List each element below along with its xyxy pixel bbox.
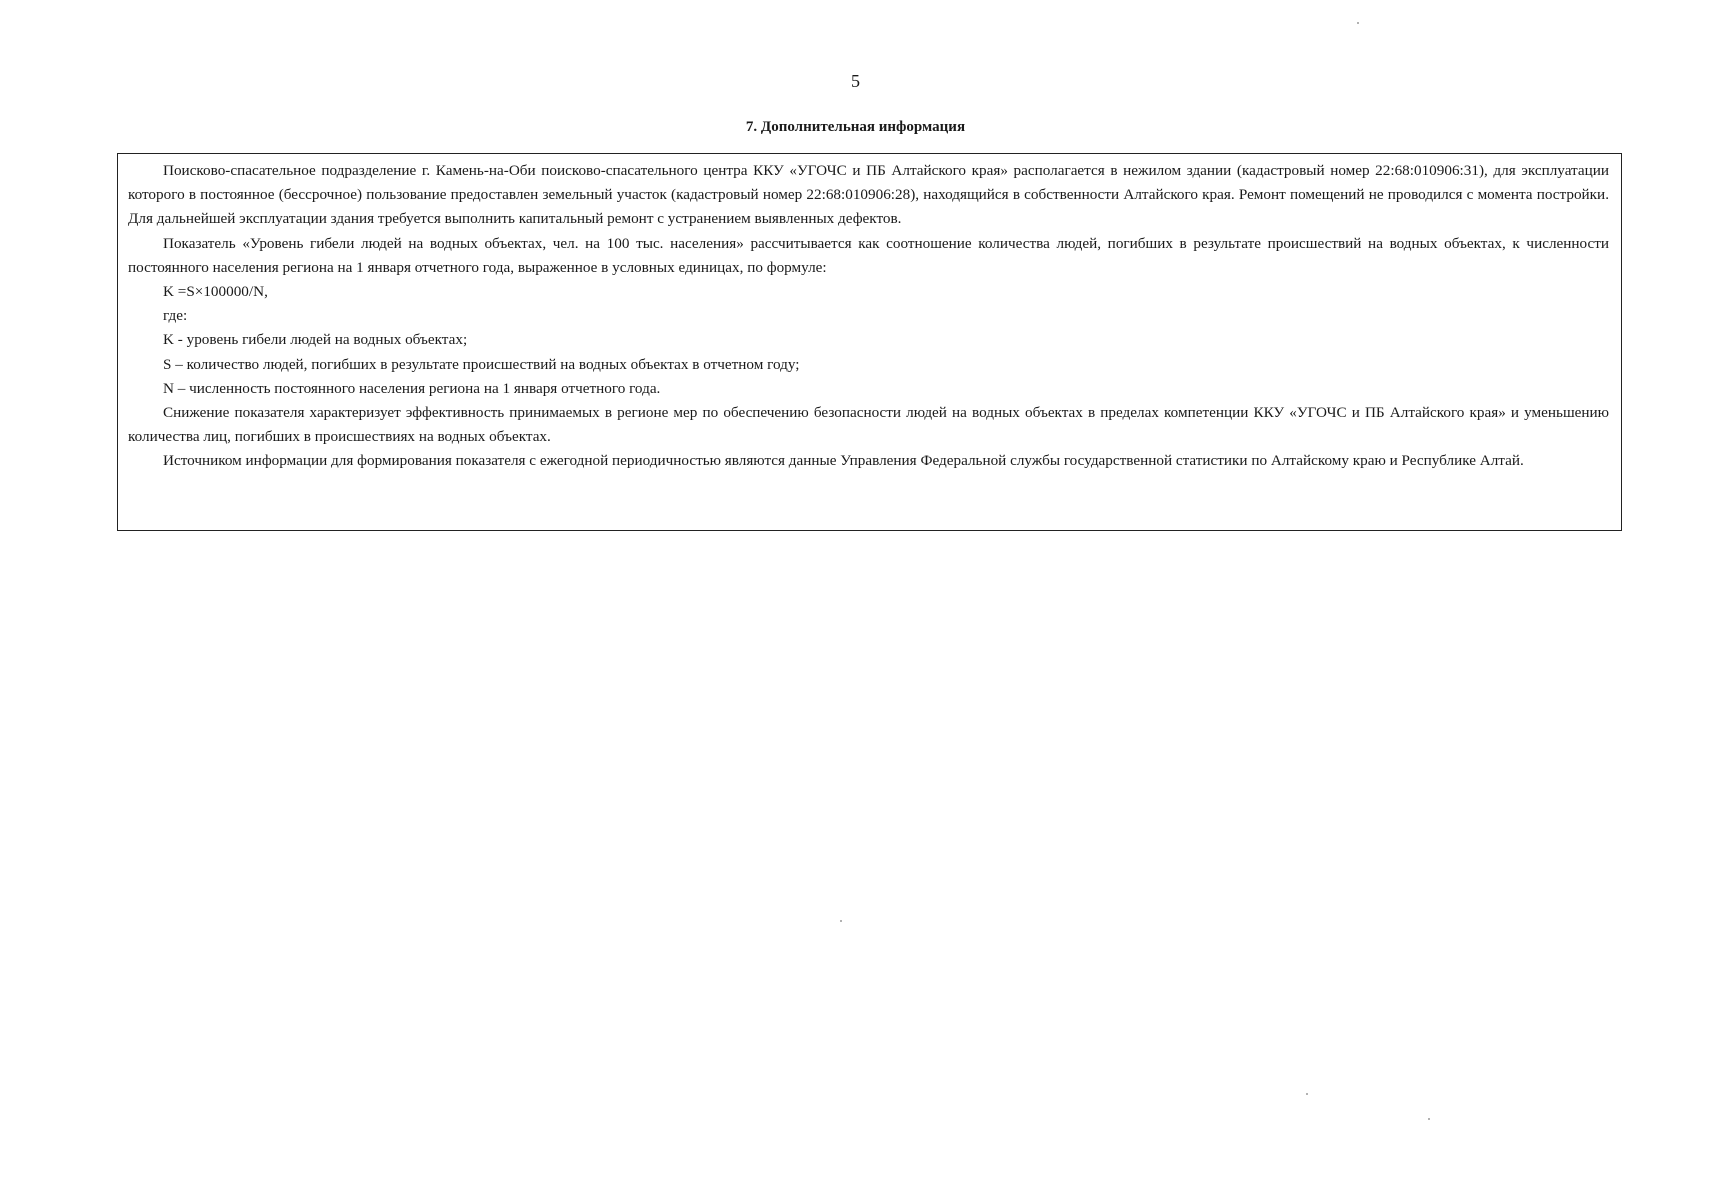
scan-speck bbox=[1428, 1118, 1430, 1120]
paragraph-data-source: Источником информации для формирования показателя с ежегодной периодичностью являются данные Управления Федеральной службы государственной статистики по Алтайскому краю и Республике Алтай. bbox=[163, 452, 1524, 470]
paragraph-building: Поисково-спасательное подразделение г. Камень-на-Оби поисково-спасательного центра ККУ «УГОЧС и ПБ Алтайского края» располагается в нежилом здании (кадастровый номер 22:68:010906:31), для эксплуатации которого в постоянное (бессрочное) пользование предоставлен земельный участок (кадастровый номер 22:68:010906:28), находящийся в собственности Алтайского края. Ремонт помещений не проводился с момента постройки. Для дальнейшей эксплуатации здания требуется выполнить капитальный ремонт с устранением выявленных дефектов. bbox=[128, 162, 1609, 228]
formula-where: где: bbox=[163, 307, 188, 325]
formula-var-s: S – количество людей, погибших в результате происшествий на водных объектах в отчетном году; bbox=[163, 355, 800, 373]
paragraph-decrease-meaning: Снижение показателя характеризует эффективность принимаемых в регионе мер по обеспечению безопасности людей на водных объектах в пределах компетенции ККУ «УГОЧС и ПБ Алтайского края» и уменьшению количества лиц, погибших в происшествиях на водных объектах. bbox=[128, 404, 1609, 446]
scan-speck bbox=[840, 920, 842, 922]
paragraph-indicator-definition: Показатель «Уровень гибели людей на водных объектах, чел. на 100 тыс. населения» рассчитывается как соотношение количества людей, погибших в результате происшествий на водных объектах, к численности постоянного населения региона на 1 января отчетного года, выраженное в условных единицах, по формуле: bbox=[128, 234, 1609, 276]
scan-speck bbox=[1306, 1093, 1308, 1095]
section-title: 7. Дополнительная информация bbox=[745, 119, 966, 135]
scan-speck bbox=[1357, 22, 1359, 24]
additional-info-box bbox=[117, 153, 1622, 531]
formula-var-k: K - уровень гибели людей на водных объектах; bbox=[163, 331, 468, 349]
formula: K =S×100000/N, bbox=[163, 283, 268, 301]
formula-var-n: N – численность постоянного населения региона на 1 января отчетного года. bbox=[163, 379, 661, 397]
page-number: 5 bbox=[851, 71, 860, 91]
